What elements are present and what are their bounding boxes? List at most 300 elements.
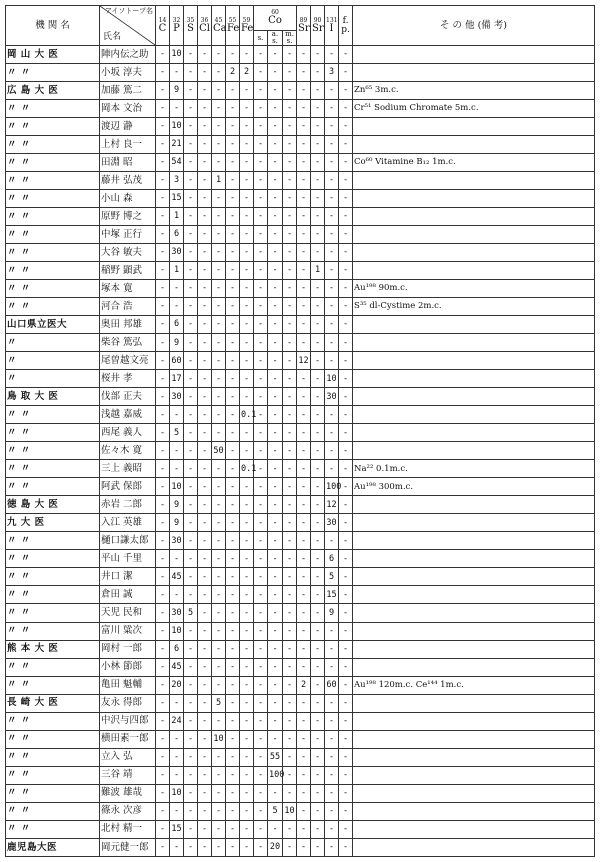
value-cell: -: [325, 118, 339, 136]
value-cell: -: [339, 406, 353, 424]
value-cell: -: [297, 568, 311, 586]
table-row: [6, 460, 595, 478]
remarks-cell: [353, 604, 595, 622]
value-cell: -: [170, 406, 184, 424]
value-cell: -: [325, 622, 339, 640]
value-cell: -: [198, 496, 212, 514]
value-cell: -: [198, 460, 212, 478]
value-cell: -: [297, 658, 311, 676]
value-cell: -: [184, 748, 198, 766]
value-cell: 30: [325, 514, 339, 532]
value-cell: -: [254, 514, 268, 532]
value-cell: -: [226, 226, 240, 244]
value-cell: -: [339, 118, 353, 136]
value-cell: -: [198, 154, 212, 172]
value-cell: -: [156, 478, 170, 496]
value-cell: -: [311, 784, 325, 802]
value-cell: -: [339, 550, 353, 568]
remarks-cell: [353, 766, 595, 784]
value-cell: -: [283, 334, 297, 352]
table-row: [6, 784, 595, 802]
value-cell: -: [226, 676, 240, 694]
value-cell: 9: [170, 514, 184, 532]
value-cell: -: [198, 244, 212, 262]
value-cell: -: [311, 802, 325, 820]
value-cell: -: [212, 784, 226, 802]
value-cell: -: [325, 406, 339, 424]
value-cell: -: [311, 676, 325, 694]
table-row: [6, 118, 595, 136]
value-cell: -: [198, 82, 212, 100]
value-cell: -: [198, 604, 212, 622]
remarks-cell: [353, 172, 595, 190]
person-name-cell: 三上 義昭: [100, 460, 156, 478]
value-cell: -: [226, 478, 240, 496]
value-cell: -: [297, 136, 311, 154]
person-name-cell: 中沢与四郎: [100, 712, 156, 730]
value-cell: -: [254, 172, 268, 190]
person-name-cell: 桜井 孝: [100, 370, 156, 388]
remarks-cell: [353, 334, 595, 352]
value-cell: -: [212, 226, 226, 244]
value-cell: -: [311, 442, 325, 460]
value-cell: -: [184, 136, 198, 154]
value-cell: -: [339, 622, 353, 640]
value-cell: -: [325, 136, 339, 154]
person-name-cell: 塚本 寛: [100, 280, 156, 298]
value-cell: -: [297, 424, 311, 442]
institution-cell: 〃 〃: [6, 568, 100, 586]
value-cell: -: [240, 352, 254, 370]
remarks-cell: [353, 694, 595, 712]
value-cell: -: [240, 604, 254, 622]
remarks-cell: [353, 244, 595, 262]
person-name-cell: 原野 博之: [100, 208, 156, 226]
value-cell: -: [156, 820, 170, 838]
table-row: [6, 316, 595, 334]
value-cell: -: [240, 730, 254, 748]
value-cell: -: [156, 424, 170, 442]
value-cell: -: [184, 388, 198, 406]
value-cell: -: [240, 442, 254, 460]
value-cell: -: [339, 694, 353, 712]
value-cell: -: [339, 82, 353, 100]
table-row: [6, 334, 595, 352]
value-cell: -: [156, 190, 170, 208]
value-cell: -: [254, 100, 268, 118]
header-isotope-name-diagonal: [100, 6, 156, 46]
remarks-cell: [353, 532, 595, 550]
value-cell: -: [198, 316, 212, 334]
value-cell: -: [311, 136, 325, 154]
value-cell: -: [240, 316, 254, 334]
institution-cell: 熊 本 大 医: [6, 640, 100, 658]
value-cell: -: [268, 46, 283, 64]
value-cell: -: [268, 514, 283, 532]
person-name-cell: 藤井 弘茂: [100, 172, 156, 190]
value-cell: -: [170, 550, 184, 568]
value-cell: -: [212, 676, 226, 694]
value-cell: -: [311, 100, 325, 118]
value-cell: -: [325, 262, 339, 280]
value-cell: -: [170, 298, 184, 316]
value-cell: -: [184, 676, 198, 694]
value-cell: -: [226, 784, 240, 802]
remarks-cell: [353, 208, 595, 226]
value-cell: -: [297, 334, 311, 352]
institution-cell: 長 崎 大 医: [6, 694, 100, 712]
value-cell: -: [297, 406, 311, 424]
value-cell: -: [297, 730, 311, 748]
value-cell: -: [254, 568, 268, 586]
value-cell: -: [339, 424, 353, 442]
value-cell: -: [311, 334, 325, 352]
person-name-cell: 岡本 文治: [100, 100, 156, 118]
value-cell: -: [268, 136, 283, 154]
remarks-cell: [353, 514, 595, 532]
value-cell: -: [212, 46, 226, 64]
value-cell: -: [339, 388, 353, 406]
value-cell: -: [184, 352, 198, 370]
value-cell: -: [339, 46, 353, 64]
value-cell: -: [268, 190, 283, 208]
value-cell: -: [339, 838, 353, 856]
value-cell: 45: [170, 568, 184, 586]
value-cell: -: [254, 802, 268, 820]
value-cell: -: [240, 136, 254, 154]
value-cell: -: [198, 514, 212, 532]
value-cell: -: [184, 226, 198, 244]
value-cell: -: [184, 550, 198, 568]
value-cell: -: [184, 460, 198, 478]
value-cell: -: [297, 82, 311, 100]
value-cell: 3: [325, 64, 339, 82]
value-cell: -: [283, 298, 297, 316]
value-cell: -: [226, 514, 240, 532]
person-name-cell: 倉田 誠: [100, 586, 156, 604]
value-cell: -: [339, 658, 353, 676]
person-name-cell: 浅越 嘉威: [100, 406, 156, 424]
value-cell: -: [254, 370, 268, 388]
value-cell: -: [339, 586, 353, 604]
value-cell: -: [325, 352, 339, 370]
person-name-cell: 友永 得郎: [100, 694, 156, 712]
isotope-allocation-table: [5, 5, 595, 857]
value-cell: -: [198, 136, 212, 154]
value-cell: -: [226, 550, 240, 568]
value-cell: -: [254, 136, 268, 154]
value-cell: -: [339, 496, 353, 514]
value-cell: -: [311, 118, 325, 136]
value-cell: -: [283, 280, 297, 298]
institution-cell: 〃 〃: [6, 460, 100, 478]
value-cell: -: [325, 658, 339, 676]
value-cell: -: [184, 820, 198, 838]
person-name-cell: 亀田 魁輔: [100, 676, 156, 694]
value-cell: -: [156, 658, 170, 676]
table-row: [6, 172, 595, 190]
institution-cell: 〃 〃: [6, 406, 100, 424]
value-cell: -: [339, 532, 353, 550]
value-cell: -: [198, 406, 212, 424]
institution-cell: 〃 〃: [6, 820, 100, 838]
value-cell: -: [283, 784, 297, 802]
value-cell: -: [325, 748, 339, 766]
remarks-cell: [353, 370, 595, 388]
value-cell: -: [226, 442, 240, 460]
value-cell: -: [212, 820, 226, 838]
table-row: [6, 388, 595, 406]
remarks-cell: Au¹⁹⁸ 90m.c.: [353, 280, 595, 298]
value-cell: -: [184, 496, 198, 514]
table-row: [6, 406, 595, 424]
value-cell: -: [297, 100, 311, 118]
table-row: [6, 154, 595, 172]
value-cell: -: [156, 802, 170, 820]
value-cell: 0.1: [240, 406, 254, 424]
value-cell: -: [156, 496, 170, 514]
institution-cell: 〃 〃: [6, 244, 100, 262]
header-remarks: そ の 他 (備 考): [353, 6, 595, 46]
header-c14: 14 C: [156, 6, 170, 46]
value-cell: -: [311, 460, 325, 478]
institution-cell: 九 大 医: [6, 514, 100, 532]
value-cell: -: [156, 244, 170, 262]
value-cell: -: [297, 550, 311, 568]
value-cell: -: [226, 352, 240, 370]
value-cell: -: [170, 586, 184, 604]
value-cell: -: [325, 226, 339, 244]
value-cell: -: [268, 424, 283, 442]
table-row: [6, 190, 595, 208]
value-cell: -: [198, 550, 212, 568]
value-cell: -: [212, 334, 226, 352]
person-name-cell: 三谷 靖: [100, 766, 156, 784]
value-cell: -: [184, 64, 198, 82]
table-row: [6, 298, 595, 316]
value-cell: -: [268, 622, 283, 640]
person-name-cell: 入江 英雄: [100, 514, 156, 532]
value-cell: -: [283, 406, 297, 424]
value-cell: 100: [325, 478, 339, 496]
value-cell: -: [311, 388, 325, 406]
value-cell: 12: [297, 352, 311, 370]
value-cell: -: [198, 280, 212, 298]
value-cell: -: [311, 712, 325, 730]
value-cell: -: [240, 118, 254, 136]
value-cell: -: [212, 658, 226, 676]
value-cell: -: [268, 352, 283, 370]
value-cell: 6: [325, 550, 339, 568]
value-cell: -: [297, 370, 311, 388]
value-cell: -: [156, 532, 170, 550]
value-cell: -: [283, 820, 297, 838]
table-row: [6, 604, 595, 622]
value-cell: -: [240, 532, 254, 550]
value-cell: -: [283, 676, 297, 694]
value-cell: -: [325, 172, 339, 190]
value-cell: -: [254, 298, 268, 316]
value-cell: -: [254, 766, 268, 784]
value-cell: 5: [170, 424, 184, 442]
value-cell: -: [226, 388, 240, 406]
table-row: [6, 766, 595, 784]
table-row: [6, 568, 595, 586]
value-cell: 100: [268, 766, 283, 784]
value-cell: -: [226, 190, 240, 208]
value-cell: -: [297, 766, 311, 784]
value-cell: -: [268, 604, 283, 622]
value-cell: 60: [170, 352, 184, 370]
value-cell: -: [325, 208, 339, 226]
value-cell: -: [268, 442, 283, 460]
value-cell: -: [339, 226, 353, 244]
value-cell: -: [240, 154, 254, 172]
value-cell: 10: [170, 46, 184, 64]
value-cell: -: [283, 658, 297, 676]
value-cell: 50: [212, 442, 226, 460]
value-cell: -: [226, 640, 240, 658]
value-cell: -: [184, 280, 198, 298]
value-cell: -: [339, 820, 353, 838]
value-cell: -: [283, 622, 297, 640]
remarks-cell: [353, 442, 595, 460]
remarks-cell: [353, 550, 595, 568]
value-cell: -: [283, 532, 297, 550]
value-cell: -: [268, 784, 283, 802]
table-row: [6, 550, 595, 568]
value-cell: -: [198, 100, 212, 118]
value-cell: -: [198, 694, 212, 712]
value-cell: -: [156, 460, 170, 478]
value-cell: -: [339, 352, 353, 370]
value-cell: -: [254, 586, 268, 604]
institution-cell: 〃 〃: [6, 622, 100, 640]
value-cell: -: [283, 226, 297, 244]
institution-cell: 〃 〃: [6, 190, 100, 208]
value-cell: -: [339, 280, 353, 298]
value-cell: -: [268, 730, 283, 748]
person-name-cell: 北村 精一: [100, 820, 156, 838]
remarks-cell: Au¹⁹⁸ 300m.c.: [353, 478, 595, 496]
value-cell: -: [268, 496, 283, 514]
header-cl36: 36 Cl: [198, 6, 212, 46]
value-cell: -: [240, 424, 254, 442]
person-name-cell: 天児 民和: [100, 604, 156, 622]
value-cell: -: [170, 766, 184, 784]
value-cell: -: [311, 424, 325, 442]
person-name-cell: 尾曽越文亮: [100, 352, 156, 370]
value-cell: -: [240, 748, 254, 766]
institution-cell: 〃 〃: [6, 136, 100, 154]
table-row: [6, 730, 595, 748]
institution-cell: 〃 〃: [6, 550, 100, 568]
value-cell: -: [212, 244, 226, 262]
value-cell: -: [226, 730, 240, 748]
value-cell: -: [156, 586, 170, 604]
value-cell: -: [311, 208, 325, 226]
person-name-cell: 樋口謙太郎: [100, 532, 156, 550]
value-cell: -: [240, 262, 254, 280]
table-row: [6, 838, 595, 856]
value-cell: -: [283, 352, 297, 370]
value-cell: -: [212, 136, 226, 154]
remarks-cell: [353, 712, 595, 730]
value-cell: -: [311, 604, 325, 622]
institution-cell: 〃 〃: [6, 532, 100, 550]
value-cell: -: [283, 370, 297, 388]
value-cell: -: [339, 712, 353, 730]
value-cell: -: [311, 748, 325, 766]
value-cell: -: [254, 280, 268, 298]
institution-cell: 〃 〃: [6, 298, 100, 316]
value-cell: -: [325, 100, 339, 118]
value-cell: -: [297, 748, 311, 766]
value-cell: -: [297, 478, 311, 496]
value-cell: -: [268, 244, 283, 262]
table-row: [6, 820, 595, 838]
value-cell: -: [184, 190, 198, 208]
value-cell: 1: [170, 262, 184, 280]
remarks-cell: [353, 46, 595, 64]
value-cell: -: [339, 676, 353, 694]
value-cell: -: [240, 820, 254, 838]
value-cell: -: [170, 100, 184, 118]
value-cell: -: [184, 622, 198, 640]
value-cell: -: [268, 586, 283, 604]
value-cell: -: [311, 316, 325, 334]
value-cell: -: [254, 226, 268, 244]
table-row: [6, 136, 595, 154]
value-cell: -: [283, 100, 297, 118]
value-cell: -: [170, 442, 184, 460]
value-cell: -: [184, 244, 198, 262]
header-name-label: 氏名: [103, 32, 122, 42]
value-cell: -: [297, 712, 311, 730]
remarks-cell: [353, 496, 595, 514]
value-cell: -: [226, 712, 240, 730]
value-cell: -: [268, 82, 283, 100]
value-cell: -: [156, 406, 170, 424]
value-cell: -: [198, 838, 212, 856]
person-name-cell: 渡辺 瀞: [100, 118, 156, 136]
value-cell: -: [184, 730, 198, 748]
value-cell: -: [240, 100, 254, 118]
value-cell: -: [212, 766, 226, 784]
value-cell: -: [325, 280, 339, 298]
value-cell: 6: [170, 316, 184, 334]
person-name-cell: 陣内伝之助: [100, 46, 156, 64]
value-cell: -: [283, 208, 297, 226]
value-cell: -: [184, 766, 198, 784]
value-cell: -: [184, 316, 198, 334]
header-co-s: s.: [254, 31, 268, 46]
value-cell: -: [283, 568, 297, 586]
value-cell: -: [156, 838, 170, 856]
header-p32: 32 P: [170, 6, 184, 46]
value-cell: -: [226, 820, 240, 838]
value-cell: -: [184, 712, 198, 730]
value-cell: -: [254, 208, 268, 226]
value-cell: 15: [170, 820, 184, 838]
header-i131: 131 I: [325, 6, 339, 46]
value-cell: -: [254, 478, 268, 496]
value-cell: -: [297, 694, 311, 712]
value-cell: -: [339, 190, 353, 208]
value-cell: -: [325, 784, 339, 802]
value-cell: -: [283, 388, 297, 406]
value-cell: -: [254, 262, 268, 280]
